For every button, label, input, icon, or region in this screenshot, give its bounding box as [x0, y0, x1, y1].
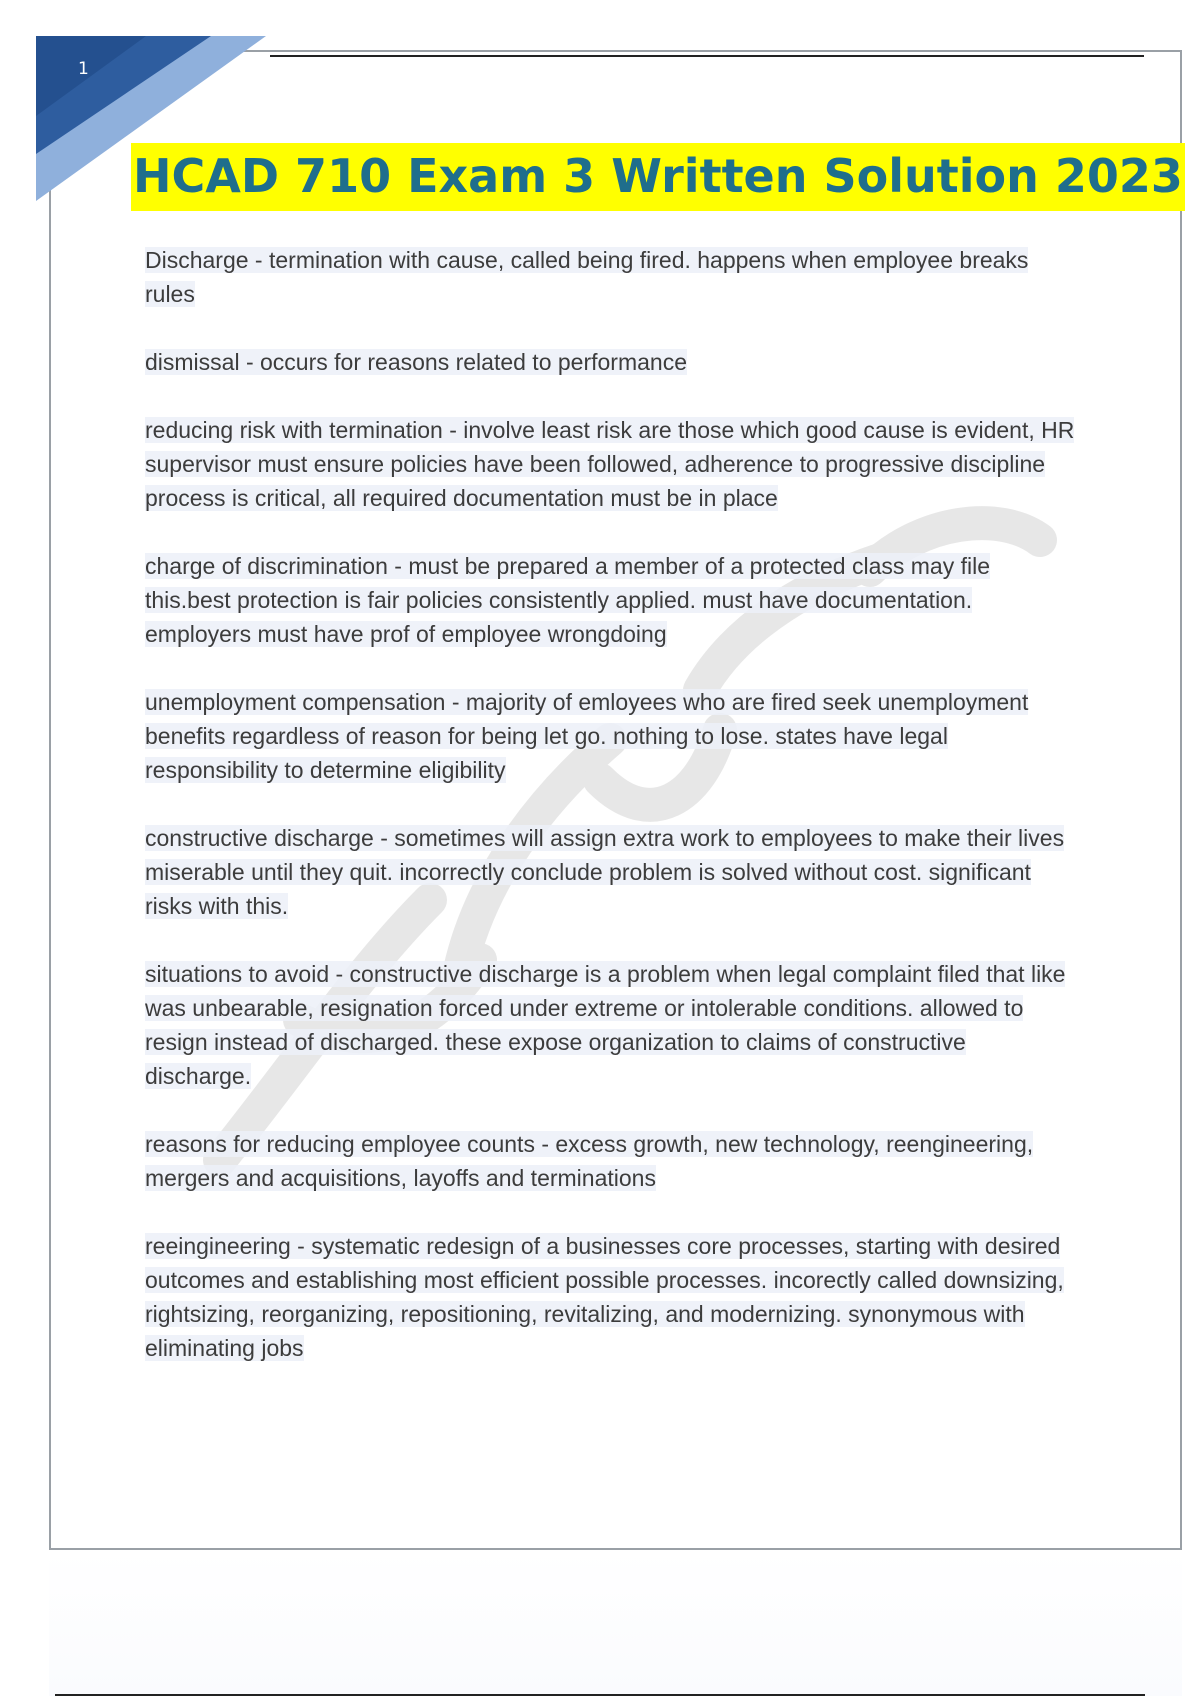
entry-text: dismissal - occurs for reasons related to performance: [145, 349, 687, 375]
entry-text: charge of discrimination - must be prepared a member of a protected class may file this.best protection is fair policies consistently applied. must have documentation. employers must have prof of employee wrongdoing: [145, 553, 990, 647]
page-number: 1: [78, 59, 89, 79]
entry-text: situations to avoid - constructive discharge is a problem when legal complaint filed that like was unbearable, resignation forced under extreme or intolerable conditions. allowed to resign instead of discharged. these expose organization to claims of constructive discharge.: [145, 961, 1066, 1089]
page-footer-area: [49, 1550, 1182, 1696]
entry-text: constructive discharge - sometimes will assign extra work to employees to make their lives miserable until they quit. incorrectly conclude problem is solved without cost. significant risks with this.: [145, 825, 1065, 919]
entry-text: reducing risk with termination - involve least risk are those which good cause is evident, HR supervisor must ensure policies have been followed, adherence to progressive discipline process is critical, all required documentation must be in place: [145, 417, 1075, 511]
list-item: [145, 1127, 1075, 1195]
list-item: [145, 549, 1075, 651]
list-item: [145, 243, 1075, 311]
entry-text: unemployment compensation - majority of emloyees who are fired seek unemployment benefits regardless of reason for being let go. nothing to lose. states have legal responsibility to determine eligibility: [145, 689, 1029, 783]
list-item: [145, 821, 1075, 923]
entry-text: reeingineering - systematic redesign of a businesses core processes, starting with desired outcomes and establishing most efficient possible processes. incorectly called downsizing, rightsizing, reorganizing, repositioning, revitalizing, and modernizing. synonymous with eliminating jobs: [145, 1233, 1064, 1361]
footer-rule: [55, 1694, 1145, 1696]
list-item: [145, 345, 1075, 379]
entry-text: Discharge - termination with cause, called being fired. happens when employee breaks rules: [145, 247, 1029, 307]
entry-text: reasons for reducing employee counts - excess growth, new technology, reengineering, mergers and acquisitions, layoffs and terminations: [145, 1131, 1034, 1191]
list-item: [145, 957, 1075, 1093]
list-item: [145, 685, 1075, 787]
list-item: [145, 1229, 1075, 1365]
header-rule: [270, 55, 1144, 57]
list-item: [145, 413, 1075, 515]
term-list: [145, 243, 1075, 1399]
page-title: HCAD 710 Exam 3 Written Solution 2023: [131, 143, 1185, 211]
